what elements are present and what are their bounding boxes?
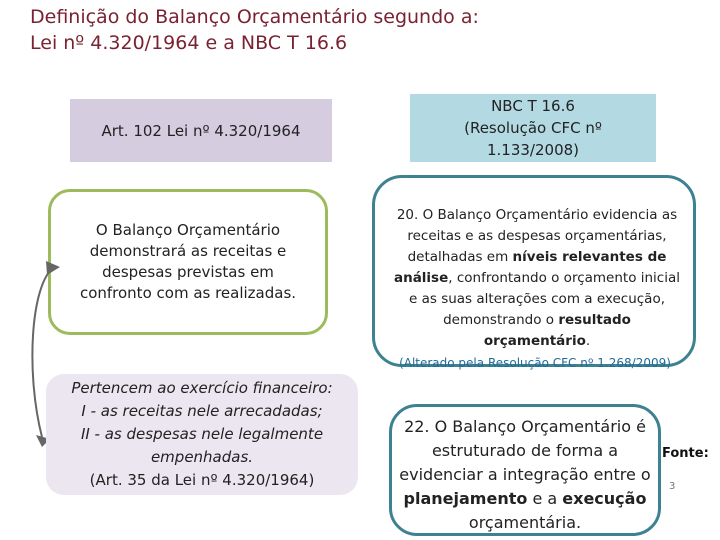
item-20-note: (Alterado pela Resolução CFC nº 1.268/2009) xyxy=(399,356,671,370)
art-102-definition-text: O Balanço Orçamentário demonstrará as receitas e despesas previstas em confronto com as realizadas. xyxy=(79,221,297,302)
art-35-line-2: I - as receitas nele arrecadadas; xyxy=(81,402,323,420)
item-22-bold-execucao: execução xyxy=(562,489,647,508)
nbc-header-line-3: 1.133/2008) xyxy=(486,141,580,159)
item-22-text: 22. O Balanço Orçamentário é estruturado de forma a evidenciar a integração entre o planejamento e a execução orçamentária. xyxy=(399,417,651,532)
art-35-line-3: II - as despesas nele legalmente empenhadas. xyxy=(80,425,324,466)
page-number: 3 xyxy=(669,481,676,492)
item-22-bold-planejamento: planejamento xyxy=(403,489,528,508)
art-102-definition-box xyxy=(48,189,328,335)
art-35-line-4: (Art. 35 da Lei nº 4.320/1964) xyxy=(89,471,315,489)
nbc-header-line-2: (Resolução CFC nº xyxy=(464,119,602,137)
item-20-text: 20. O Balanço Orçamentário evidencia as receitas e as despesas orçamentárias, detalhadas em níveis relevantes de análise, confrontando o orçamento inicial e as suas alterações com a execução, demonstrando o resultado orçamentário. xyxy=(393,207,681,349)
nbc-header xyxy=(410,94,656,162)
source-label: Fonte: xyxy=(662,446,709,461)
item-20-bold-niveis: níveis relevantes de análise xyxy=(393,249,667,286)
title-line-1: Definição do Balanço Orçamentário segundo a: xyxy=(30,6,479,28)
item-20-bold-resultado: resultado orçamentário xyxy=(483,312,631,349)
nbc-header-line-1: NBC T 16.6 xyxy=(491,97,575,115)
art-35-line-1: Pertencem ao exercício financeiro: xyxy=(71,379,333,397)
art-102-header-label: Art. 102 Lei nº 4.320/1964 xyxy=(101,121,301,140)
title-line-2: Lei nº 4.320/1964 e a NBC T 16.6 xyxy=(30,32,348,54)
slide-title xyxy=(30,4,630,56)
art-35-box xyxy=(46,374,358,495)
art-102-header xyxy=(70,99,332,162)
